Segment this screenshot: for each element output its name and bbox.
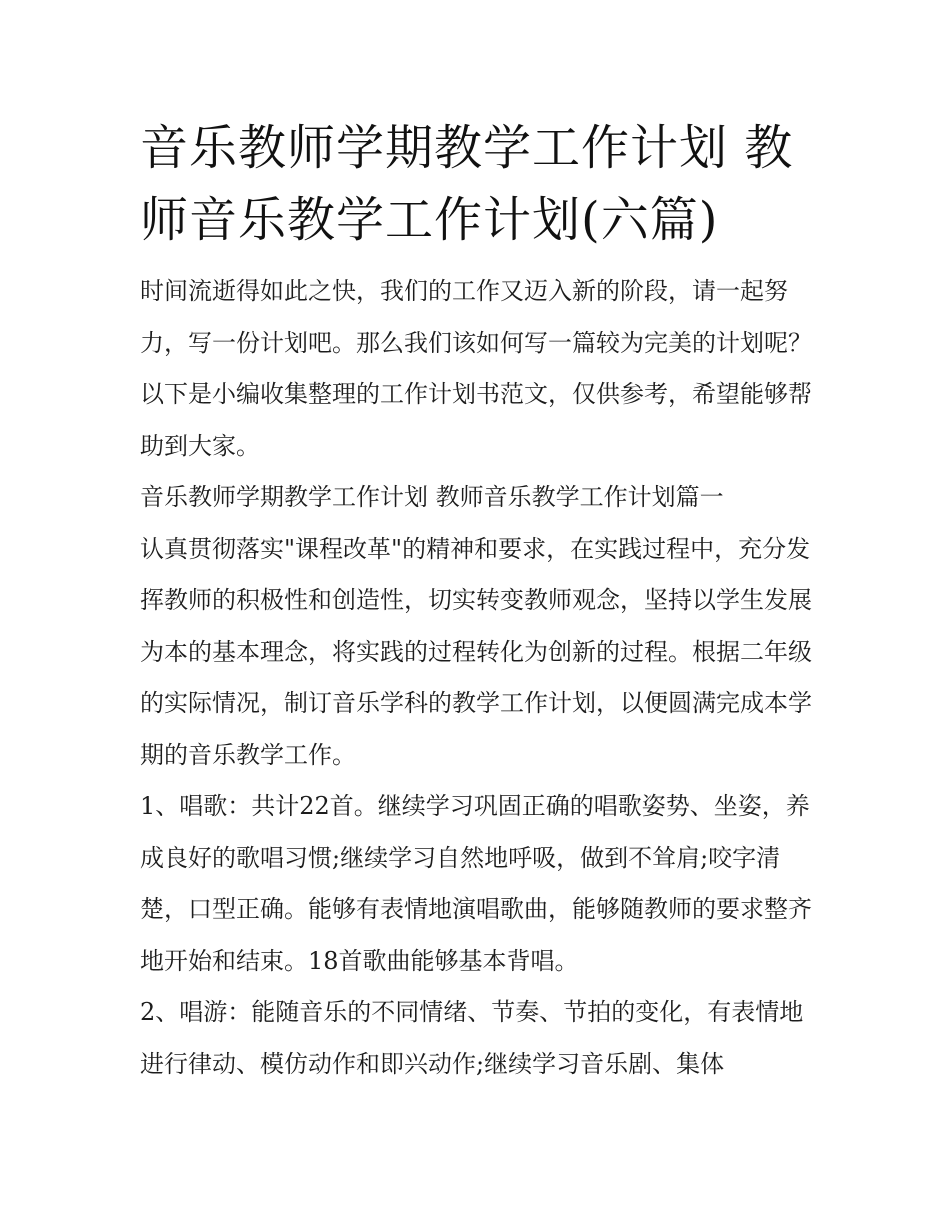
- document-title: 音乐教师学期教学工作计划 教师音乐教学工作计划(六篇): [140, 120, 794, 248]
- document-page: [140, 112, 820, 1090]
- intro-paragraph: 时间流逝得如此之快，我们的工作又迈入新的阶段，请一起努力，写一份计划吧。那么我们该如何写一篇较为完美的计划呢？以下是小编收集整理的工作计划书范文，仅供参考，希望能够帮助到大家。: [140, 277, 812, 460]
- list-item-singing: 1、唱歌：共计22首。继续学习巩固正确的唱歌姿势、坐姿，养成良好的歌唱习惯;继续学习自然地呼吸，做到不耸肩;咬字清楚，口型正确。能够有表情地演唱歌曲，能够随教师的要求整齐地开始和结束。18首歌曲能够基本背唱。: [140, 792, 812, 975]
- section-heading: 音乐教师学期教学工作计划 教师音乐教学工作计划篇一: [140, 483, 724, 511]
- body-paragraph: 认真贯彻落实"课程改革"的精神和要求，在实践过程中，充分发挥教师的积极性和创造性，切实转变教师观念，坚持以学生发展为本的基本理念，将实践的过程转化为创新的过程。根据二年级的实际情况，制订音乐学科的教学工作计划，以便圆满完成本学期的音乐教学工作。: [140, 534, 812, 769]
- list-item-singing-games: 2、唱游：能随音乐的不同情绪、节奏、节拍的变化，有表情地进行律动、模仿动作和即兴动作;继续学习音乐剧、集体: [140, 998, 804, 1078]
